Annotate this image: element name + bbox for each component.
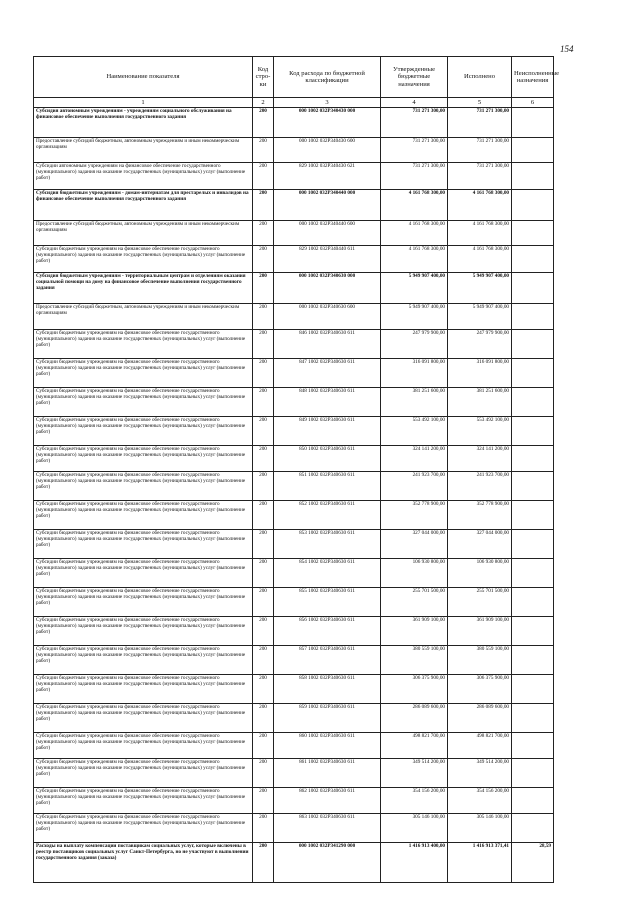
cell-executed: 4 161 768 300,00 — [448, 190, 512, 221]
column-number: 4 — [381, 98, 448, 108]
cell-unexecuted — [512, 190, 554, 221]
table-row — [34, 617, 554, 646]
header-approved: Утвержденные бюджетные назначения — [381, 57, 448, 98]
cell-unexecuted — [512, 163, 554, 190]
cell-approved: 498 821 700,00 — [381, 733, 448, 759]
cell-kbk: 862 1002 032Р340630 611 — [274, 788, 381, 814]
cell-executed: 327 044 000,00 — [448, 530, 512, 559]
cell-approved: 731 271 300,00 — [381, 163, 448, 190]
cell-unexecuted — [512, 108, 554, 138]
cell-unexecuted — [512, 814, 554, 843]
table-row — [34, 330, 554, 359]
cell-approved: 286 089 600,00 — [381, 704, 448, 733]
cell-kbk: 854 1002 032Р340630 611 — [274, 559, 381, 588]
cell-kbk: 000 1002 032Р340440 600 — [274, 221, 381, 246]
cell-executed: 4 161 768 300,00 — [448, 221, 512, 246]
cell-executed: 380 559 100,00 — [448, 646, 512, 675]
table-row — [34, 675, 554, 704]
cell-approved: 352 778 900,00 — [381, 501, 448, 530]
cell-name: Субсидии бюджетным учреждениям на финансовое обеспечение государственного (муниципального) задания на оказание государственных (муниципальных) услуг (выполнение работ) — [34, 588, 253, 617]
cell-name: Субсидии бюджетным учреждениям на финансовое обеспечение государственного (муниципального) задания на оказание государственных (муниципальных) услуг (выполнение работ) — [34, 359, 253, 388]
cell-executed: 286 089 600,00 — [448, 704, 512, 733]
cell-name: Субсидии бюджетным учреждениям на финансовое обеспечение государственного (муниципального) задания на оказание государственных (муниципальных) услуг (выполнение работ) — [34, 759, 253, 788]
cell-name: Субсидии бюджетным учреждениям на финансовое обеспечение государственного (муниципального) задания на оказание государственных (муниципальных) услуг (выполнение работ) — [34, 646, 253, 675]
cell-kbk: 855 1002 032Р340630 611 — [274, 588, 381, 617]
table-row — [34, 138, 554, 163]
cell-code: 200 — [253, 304, 274, 330]
cell-name: Субсидии бюджетным учреждениям на финансовое обеспечение государственного (муниципального) задания на оказание государственных (муниципальных) услуг (выполнение работ) — [34, 501, 253, 530]
cell-code: 200 — [253, 388, 274, 417]
cell-approved: 349 514 200,00 — [381, 759, 448, 788]
cell-approved: 1 416 913 400,00 — [381, 843, 448, 883]
table-row — [34, 530, 554, 559]
cell-executed: 324 141 200,00 — [448, 446, 512, 472]
cell-executed: 305 146 100,00 — [448, 814, 512, 843]
cell-code: 200 — [253, 108, 274, 138]
column-number: 1 — [34, 98, 253, 108]
cell-name: Предоставление субсидий бюджетным, автономным учреждениям и иным некоммерческим организациям — [34, 221, 253, 246]
cell-name: Субсидии бюджетным учреждениям на финансовое обеспечение государственного (муниципального) задания на оказание государственных (муниципальных) услуг (выполнение работ) — [34, 733, 253, 759]
cell-name: Предоставление субсидий бюджетным, автономным учреждениям и иным некоммерческим организациям — [34, 138, 253, 163]
budget-execution-table — [33, 56, 560, 883]
cell-name: Субсидии бюджетным учреждениям на финансовое обеспечение государственного (муниципального) задания на оказание государственных (муниципальных) услуг (выполнение работ) — [34, 417, 253, 446]
cell-executed: 5 949 907 400,00 — [448, 304, 512, 330]
cell-name: Субсидии бюджетным учреждениям на финансовое обеспечение государственного (муниципального) задания на оказание государственных (муниципальных) услуг (выполнение работ) — [34, 472, 253, 501]
table-row — [34, 304, 554, 330]
cell-unexecuted — [512, 221, 554, 246]
column-number: 3 — [274, 98, 381, 108]
cell-unexecuted — [512, 446, 554, 472]
cell-unexecuted — [512, 588, 554, 617]
cell-unexecuted: 28,59 — [512, 843, 554, 883]
cell-kbk: 859 1002 032Р340630 611 — [274, 704, 381, 733]
cell-unexecuted — [512, 273, 554, 304]
cell-name: Субсидии бюджетным учреждениям на финансовое обеспечение государственного (муниципального) задания на оказание государственных (муниципальных) услуг (выполнение работ) — [34, 330, 253, 359]
cell-kbk: 852 1002 032Р340630 611 — [274, 501, 381, 530]
cell-kbk: 829 1002 032Р340440 611 — [274, 246, 381, 273]
cell-code: 200 — [253, 221, 274, 246]
cell-executed: 5 949 907 400,00 — [448, 273, 512, 304]
cell-executed: 553 492 100,00 — [448, 417, 512, 446]
cell-approved: 5 949 907 400,00 — [381, 304, 448, 330]
column-number: 5 — [448, 98, 512, 108]
cell-unexecuted — [512, 759, 554, 788]
cell-code: 200 — [253, 675, 274, 704]
cell-unexecuted — [512, 359, 554, 388]
cell-executed: 731 271 300,00 — [448, 108, 512, 138]
cell-kbk: 846 1002 032Р340630 611 — [274, 330, 381, 359]
cell-approved: 316 091 800,00 — [381, 359, 448, 388]
cell-executed: 354 156 200,00 — [448, 788, 512, 814]
header-executed: Исполнено — [448, 57, 512, 98]
cell-approved: 381 251 600,00 — [381, 388, 448, 417]
cell-code: 200 — [253, 138, 274, 163]
cell-name: Субсидии бюджетным учреждениям на финансовое обеспечение государственного (муниципального) задания на оказание государственных (муниципальных) услуг (выполнение работ) — [34, 559, 253, 588]
table-row — [34, 108, 554, 138]
table-row — [34, 759, 554, 788]
cell-approved: 4 161 768 300,00 — [381, 221, 448, 246]
cell-kbk: 000 1002 032Р341290 000 — [274, 843, 381, 883]
cell-kbk: 856 1002 032Р340630 611 — [274, 617, 381, 646]
cell-code: 200 — [253, 246, 274, 273]
cell-unexecuted — [512, 417, 554, 446]
cell-name: Субсидии бюджетным учреждениям на финансовое обеспечение государственного (муниципального) задания на оказание государственных (муниципальных) услуг (выполнение работ) — [34, 388, 253, 417]
cell-executed: 255 701 500,00 — [448, 588, 512, 617]
table-body — [34, 108, 554, 883]
cell-code: 200 — [253, 163, 274, 190]
cell-code: 200 — [253, 617, 274, 646]
cell-code: 200 — [253, 788, 274, 814]
cell-code: 200 — [253, 472, 274, 501]
cell-code: 200 — [253, 359, 274, 388]
cell-unexecuted — [512, 704, 554, 733]
cell-name: Субсидия автономным учреждениям - учреждениям социального обслуживания на финансовое обеспечение выполнения государственного задания — [34, 108, 253, 138]
table-row — [34, 788, 554, 814]
cell-kbk: 863 1002 032Р340630 611 — [274, 814, 381, 843]
cell-unexecuted — [512, 246, 554, 273]
table-row — [34, 163, 554, 190]
cell-approved: 327 044 000,00 — [381, 530, 448, 559]
cell-unexecuted — [512, 388, 554, 417]
table-row — [34, 221, 554, 246]
cell-unexecuted — [512, 675, 554, 704]
table-header-row — [34, 57, 554, 98]
cell-approved: 241 923 700,00 — [381, 472, 448, 501]
cell-code: 200 — [253, 273, 274, 304]
cell-approved: 247 979 900,00 — [381, 330, 448, 359]
cell-approved: 731 271 300,00 — [381, 138, 448, 163]
cell-executed: 381 251 600,00 — [448, 388, 512, 417]
cell-kbk: 000 1002 032Р340630 600 — [274, 304, 381, 330]
cell-name: Субсидии бюджетным учреждениям на финансовое обеспечение государственного (муниципального) задания на оказание государственных (муниципальных) услуг (выполнение работ) — [34, 788, 253, 814]
cell-approved: 324 141 200,00 — [381, 446, 448, 472]
cell-approved: 354 156 200,00 — [381, 788, 448, 814]
cell-name: Субсидии бюджетным учреждениям на финансовое обеспечение государственного (муниципального) задания на оказание государственных (муниципальных) услуг (выполнение работ) — [34, 704, 253, 733]
cell-approved: 4 161 768 300,00 — [381, 190, 448, 221]
cell-approved: 306 375 900,00 — [381, 675, 448, 704]
cell-kbk: 857 1002 032Р340630 611 — [274, 646, 381, 675]
cell-approved: 731 271 300,00 — [381, 108, 448, 138]
header-unexecuted: Неисполненные назначения — [512, 57, 554, 98]
column-number: 2 — [253, 98, 274, 108]
cell-name: Субсидия бюджетным учреждениям - домам-интернатам для престарелых и инвалидов на финансовое обеспечение выполнения государственного задания — [34, 190, 253, 221]
cell-unexecuted — [512, 304, 554, 330]
cell-name: Субсидии бюджетным учреждениям на финансовое обеспечение государственного (муниципального) задания на оказание государственных (муниципальных) услуг (выполнение работ) — [34, 246, 253, 273]
cell-name: Расходы на выплату компенсации поставщикам социальных услуг, которые включены в реестр поставщиков социальных услуг Санкт-Петербурга, но не участвуют в выполнении государственного задания (заказа) — [34, 843, 253, 883]
cell-approved: 5 949 907 400,00 — [381, 273, 448, 304]
cell-kbk: 851 1002 032Р340630 611 — [274, 472, 381, 501]
cell-kbk: 829 1002 032Р340430 621 — [274, 163, 381, 190]
table-row — [34, 733, 554, 759]
cell-name: Предоставление субсидий бюджетным, автономным учреждениям и иным некоммерческим организациям — [34, 304, 253, 330]
column-number-row — [34, 98, 554, 108]
cell-code: 200 — [253, 559, 274, 588]
table-row — [34, 472, 554, 501]
cell-unexecuted — [512, 138, 554, 163]
cell-kbk: 000 1002 032Р340440 000 — [274, 190, 381, 221]
cell-name: Субсидии автономным учреждениям на финансовое обеспечение государственного (муниципального) задания на оказание государственных (муниципальных) услуг (выполнение работ) — [34, 163, 253, 190]
cell-executed: 349 514 200,00 — [448, 759, 512, 788]
cell-code: 200 — [253, 733, 274, 759]
cell-name: Субсидии бюджетным учреждениям на финансовое обеспечение государственного (муниципального) задания на оказание государственных (муниципальных) услуг (выполнение работ) — [34, 530, 253, 559]
table-row — [34, 446, 554, 472]
table-row — [34, 588, 554, 617]
cell-code: 200 — [253, 417, 274, 446]
cell-kbk: 000 1002 032Р340430 000 — [274, 108, 381, 138]
cell-kbk: 853 1002 032Р340630 611 — [274, 530, 381, 559]
table-row — [34, 704, 554, 733]
cell-approved: 380 559 100,00 — [381, 646, 448, 675]
cell-approved: 553 492 100,00 — [381, 417, 448, 446]
table-row — [34, 273, 554, 304]
cell-executed: 361 909 100,00 — [448, 617, 512, 646]
table-row — [34, 417, 554, 446]
cell-name: Субсидии бюджетным учреждениям на финансовое обеспечение государственного (муниципального) задания на оказание государственных (муниципальных) услуг (выполнение работ) — [34, 617, 253, 646]
cell-code: 200 — [253, 843, 274, 883]
table-row — [34, 359, 554, 388]
table-row — [34, 388, 554, 417]
cell-unexecuted — [512, 646, 554, 675]
cell-code: 200 — [253, 190, 274, 221]
cell-code: 200 — [253, 446, 274, 472]
cell-kbk: 849 1002 032Р340630 611 — [274, 417, 381, 446]
cell-kbk: 000 1002 032Р340630 000 — [274, 273, 381, 304]
cell-approved: 4 161 768 300,00 — [381, 246, 448, 273]
cell-code: 200 — [253, 530, 274, 559]
cell-executed: 731 271 300,00 — [448, 138, 512, 163]
table-row — [34, 501, 554, 530]
cell-code: 200 — [253, 646, 274, 675]
cell-name: Субсидии бюджетным учреждениям на финансовое обеспечение государственного (муниципального) задания на оказание государственных (муниципальных) услуг (выполнение работ) — [34, 446, 253, 472]
cell-kbk: 850 1002 032Р340630 611 — [274, 446, 381, 472]
cell-name: Субсидии бюджетным учреждениям на финансовое обеспечение государственного (муниципального) задания на оказание государственных (муниципальных) услуг (выполнение работ) — [34, 814, 253, 843]
table-row — [34, 246, 554, 273]
cell-executed: 498 821 700,00 — [448, 733, 512, 759]
cell-kbk: 848 1002 032Р340630 611 — [274, 388, 381, 417]
table-row — [34, 814, 554, 843]
cell-kbk: 000 1002 032Р340430 600 — [274, 138, 381, 163]
cell-code: 200 — [253, 330, 274, 359]
cell-executed: 306 375 900,00 — [448, 675, 512, 704]
cell-executed: 106 930 800,00 — [448, 559, 512, 588]
cell-executed: 731 271 300,00 — [448, 163, 512, 190]
cell-code: 200 — [253, 588, 274, 617]
cell-unexecuted — [512, 733, 554, 759]
table-row — [34, 843, 554, 883]
cell-executed: 241 923 700,00 — [448, 472, 512, 501]
cell-approved: 305 146 100,00 — [381, 814, 448, 843]
table-row — [34, 559, 554, 588]
cell-unexecuted — [512, 530, 554, 559]
header-kbk: Код расхода по бюджетной классификации — [274, 57, 381, 98]
header-name: Наименование показателя — [34, 57, 253, 98]
cell-unexecuted — [512, 501, 554, 530]
cell-kbk: 860 1002 032Р340630 611 — [274, 733, 381, 759]
cell-executed: 4 161 768 300,00 — [448, 246, 512, 273]
cell-executed: 1 416 913 371,41 — [448, 843, 512, 883]
table-row — [34, 190, 554, 221]
page-number: 154 — [560, 44, 574, 54]
cell-approved: 255 701 500,00 — [381, 588, 448, 617]
column-number: 6 — [512, 98, 554, 108]
header-code: Код стро-ки — [253, 57, 274, 98]
cell-approved: 361 909 100,00 — [381, 617, 448, 646]
cell-kbk: 861 1002 032Р340630 611 — [274, 759, 381, 788]
cell-executed: 352 778 900,00 — [448, 501, 512, 530]
cell-unexecuted — [512, 472, 554, 501]
cell-unexecuted — [512, 788, 554, 814]
cell-code: 200 — [253, 814, 274, 843]
cell-code: 200 — [253, 501, 274, 530]
cell-code: 200 — [253, 759, 274, 788]
cell-kbk: 847 1002 032Р340630 611 — [274, 359, 381, 388]
cell-executed: 316 091 800,00 — [448, 359, 512, 388]
cell-executed: 247 979 900,00 — [448, 330, 512, 359]
cell-unexecuted — [512, 330, 554, 359]
cell-approved: 106 930 800,00 — [381, 559, 448, 588]
cell-code: 200 — [253, 704, 274, 733]
cell-name: Субсидии бюджетным учреждениям на финансовое обеспечение государственного (муниципального) задания на оказание государственных (муниципальных) услуг (выполнение работ) — [34, 675, 253, 704]
cell-unexecuted — [512, 559, 554, 588]
cell-kbk: 858 1002 032Р340630 611 — [274, 675, 381, 704]
cell-name: Субсидия бюджетным учреждениям - территориальным центрам и отделениям оказания социальной помощи на дому на финансовое обеспечение выполнения государственного задания — [34, 273, 253, 304]
table-row — [34, 646, 554, 675]
cell-unexecuted — [512, 617, 554, 646]
